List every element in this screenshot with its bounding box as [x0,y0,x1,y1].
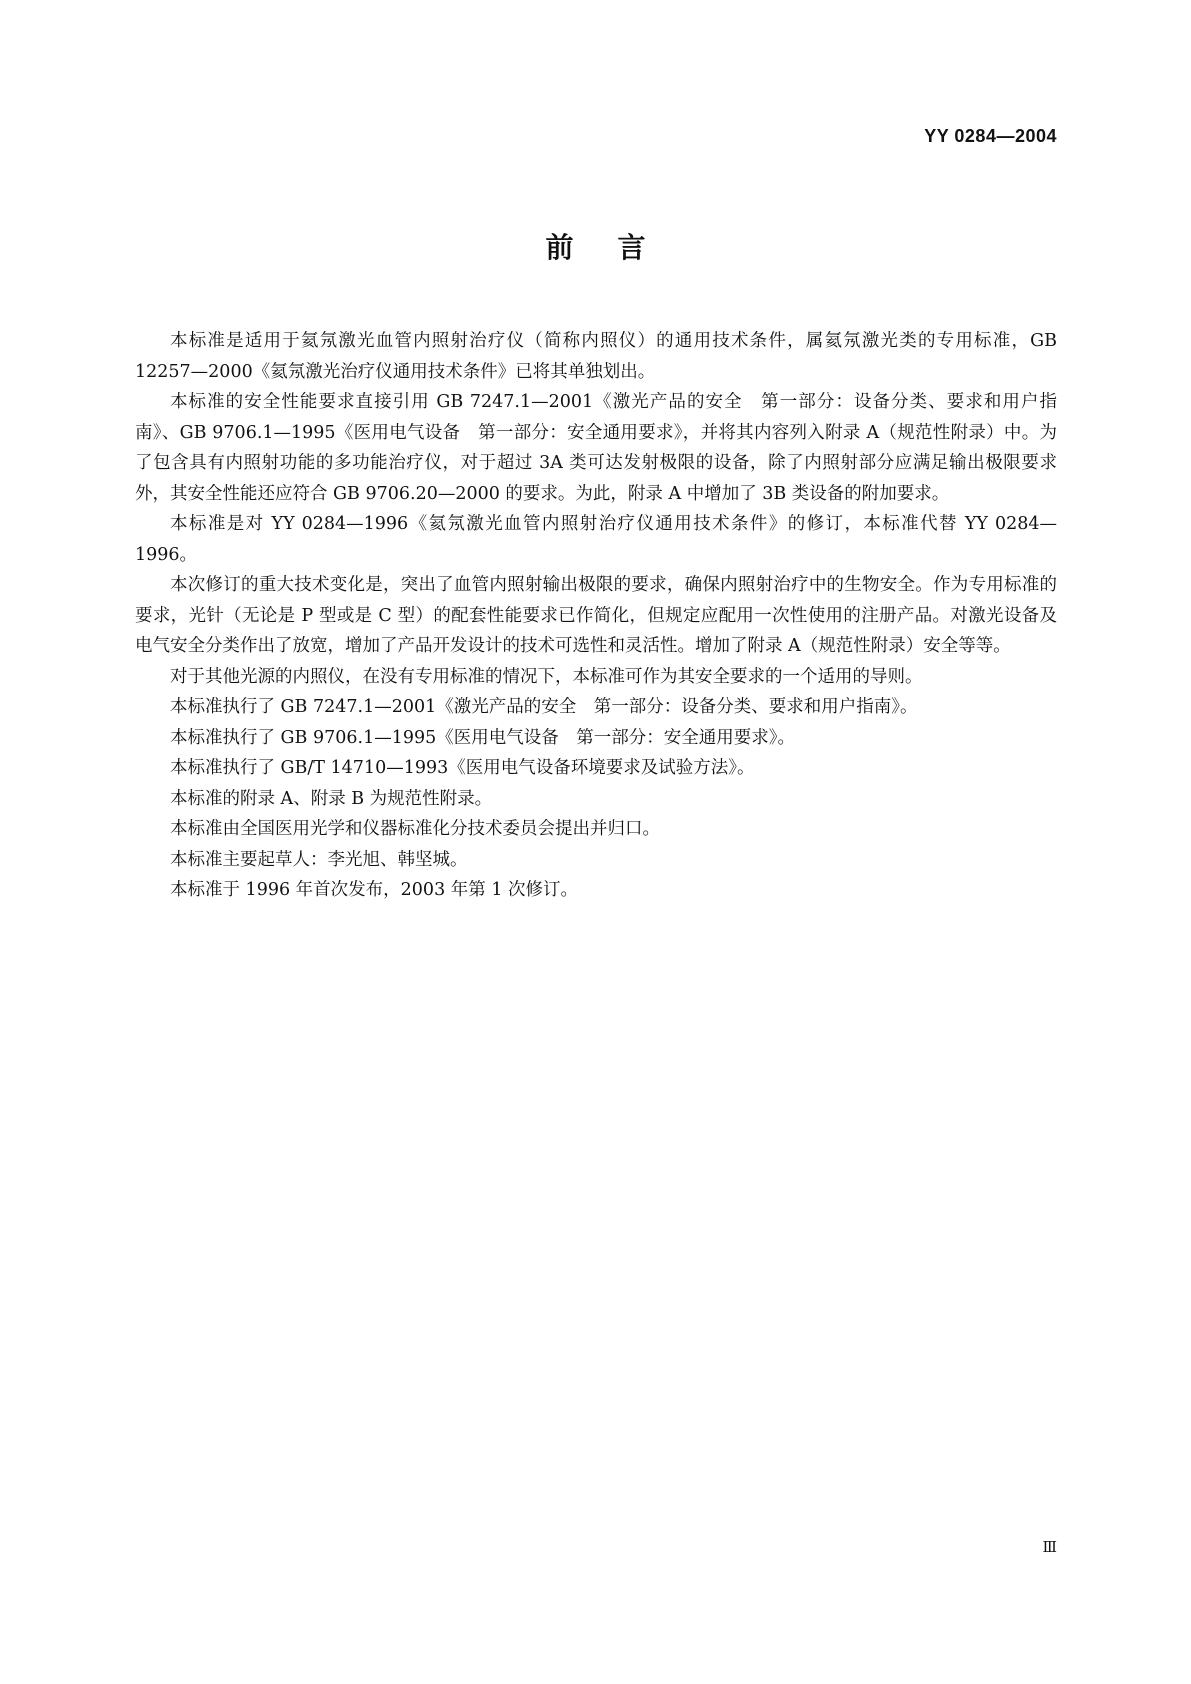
paragraph-gb9706: 本标准执行了 GB 9706.1—1995《医用电气设备 第一部分：安全通用要求》。 [170,727,795,748]
paragraph-changes: 本次修订的重大技术变化是，突出了血管内照射输出极限的要求，确保内照射治疗中的生物安全。作为专用标准的要求，光针（无论是 P 型或是 C 型）的配套性能要求已作简化，但规定应配用一次性使用的注册产品。对激光设备及电气安全分类作出了放宽，增加了产品开发设计的技术可选性和灵活性。增加了附录 A（规范性附录）安全等等。 [135,575,1057,656]
paragraph-gb7247: 本标准执行了 GB 7247.1—2001《激光产品的安全 第一部分：设备分类、要求和用户指南》。 [170,697,918,717]
page-number: Ⅲ [1042,1538,1057,1556]
paragraph-revision: 本标准是对 YY 0284—1996《氦氖激光血管内照射治疗仪通用技术条件》的修订，本标准代替 YY 0284—1996。 [135,514,1057,565]
foreword-body [135,326,1057,906]
paragraph-other-sources: 对于其他光源的内照仪，在没有专用标准的情况下，本标准可作为其安全要求的一个适用的导则。 [170,666,923,687]
standard-code: YY 0284—2004 [924,126,1057,146]
paragraph-gbt14710: 本标准执行了 GB/T 14710—1993《医用电气设备环境要求及试验方法》。 [170,758,755,778]
paragraph-safety: 本标准的安全性能要求直接引用 GB 7247.1—2001《激光产品的安全 第一部分：设备分类、要求和用户指南》、GB 9706.1—1995《医用电气设备 第一部分：安全通用要求》，并将其内容列入附录 A（规范性附录）中。为了包含具有内照射功能的多功能治疗仪，对于超过 3A 类可达发射极限的设备，除了内照射部分应满足输出极限要求外，其安全性能还应符合 GB 9706.20—2000 的要求。为此，附录 A 中增加了 3B 类设备的附加要求。 [135,392,1057,504]
paragraph-history: 本标准于 1996 年首次发布，2003 年第 1 次修订。 [170,880,579,900]
paragraph-annexes: 本标准的附录 A、附录 B 为规范性附录。 [170,788,493,809]
paragraph-scope: 本标准是适用于氦氖激光血管内照射治疗仪（简称内照仪）的通用技术条件，属氦氖激光类的专用标准，GB 12257—2000《氦氖激光治疗仪通用技术条件》已将其单独划出。 [135,331,1057,382]
page-title: 前言 [545,231,690,264]
paragraph-drafters: 本标准主要起草人：李光旭、韩坚城。 [170,849,468,870]
paragraph-committee: 本标准由全国医用光学和仪器标准化分技术委员会提出并归口。 [170,819,660,839]
